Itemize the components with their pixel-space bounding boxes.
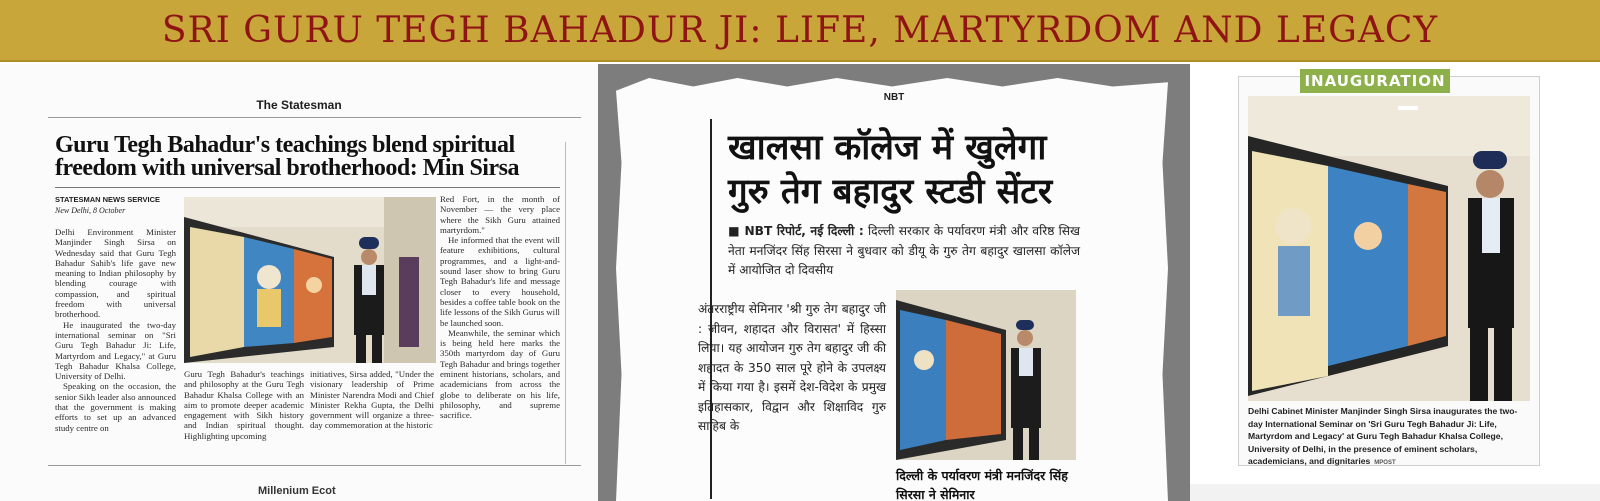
statesman-clipping: [0, 64, 598, 501]
news-photo: [896, 290, 1076, 460]
section-tag: INAUGURATION: [1300, 69, 1450, 93]
paragraph: He inaugurated the two-day international seminar on "Sri Guru Tegh Bahadur Ji: Life, Martyrdom and Legacy," at Guru Tegh Bahadur Khalsa College, University of Delhi.: [55, 319, 176, 382]
column-divider: [565, 142, 566, 464]
paragraph: He informed that the event will feature exhibitions, cultural programmes, and a light-and-sound laser show to bring Guru Tegh Bahadur's life and message closer to every household, besides a coffee table book on the life lessons of the Sikh Gurus will be launched soon.: [440, 235, 560, 328]
article-column-2: [184, 369, 304, 441]
photo-caption: [1248, 405, 1530, 470]
lead-text: दिल्ली सरकार के पर्यावरण मंत्री और वरिष्ठ सिख नेता मनजिंदर सिंह सिरसा ने बुधवार को डीयू के गुरु तेग बहादुर खालसा कॉलेज में आयोजित दो दिवसीय: [728, 224, 1080, 277]
nbt-clipping: [598, 64, 1190, 501]
publication-name: The Statesman: [256, 98, 342, 112]
divider: [55, 187, 560, 188]
paragraph: initiatives, Sirsa added, "Under the visionary leadership of Prime Minister Narendra Modi and Chief Minister Rekha Gupta, the Delhi government will organize a three-day commemoration at the historic: [310, 369, 434, 431]
article-headline: Guru Tegh Bahadur's teachings blend spiritual freedom with universal brotherhood: Min Sirsa: [55, 132, 519, 181]
divider: [48, 117, 581, 118]
next-article-headline: Millenium Ecot: [258, 485, 336, 497]
byline: STATESMAN NEWS SERVICE: [55, 195, 161, 204]
paragraph: Guru Tegh Bahadur's teachings and philosophy at the Guru Tegh Bahadur Khalsa College with an aim to promote deeper academic engagement with Sikh history and Indian spiritual thought. Highlighting upcoming: [184, 369, 304, 441]
article-lead: [728, 222, 1080, 281]
paragraph: Red Fort, in the month of November — the very place where the Sikh Guru attained martyrdom.": [440, 194, 560, 235]
news-photo: [1248, 96, 1530, 401]
article-column-4: [440, 194, 560, 421]
page-edge: [1190, 484, 1600, 501]
news-photo: [184, 197, 436, 363]
article-column-1: [55, 227, 176, 433]
divider: [48, 465, 581, 466]
photo-caption: दिल्ली के पर्यावरण मंत्री मनजिंदर सिंह सिरसा ने सेमिनार: [896, 468, 1068, 501]
dateline: New Delhi, 8 October: [55, 206, 126, 215]
inauguration-clipping: [1190, 64, 1600, 501]
article-headline: खालसा कॉलेज में खुलेगा गुरु तेग बहादुर स्टडी सेंटर: [728, 128, 1053, 212]
publication-name: NBT: [883, 92, 905, 103]
banner-title: SRI GURU TEGH BAHADUR JI: LIFE, MARTYRDOM AND LEGACY: [161, 9, 1439, 51]
title-banner: [0, 0, 1600, 62]
paragraph: Delhi Environment Minister Manjinder Singh Sirsa on Wednesday said that Guru Tegh Bahadur Sahib's life gave new meaning to Indian philosophy by blending courage with compassion, and spiritual freedom with universal brotherhood.: [55, 227, 176, 320]
paragraph: Meanwhile, the seminar which is being held here marks the 350th martyrdom day of Guru Tegh Bahadur and brings together eminent historians, scholars, and academicians from across the globe to deliberate on his life, philosophy, and supreme sacrifice.: [440, 327, 560, 421]
article-column-3: [310, 369, 434, 431]
caption-text: Delhi Cabinet Minister Manjinder Singh Sirsa inaugurates the two-day International Seminar on 'Sri Guru Tegh Bahadur Ji: Life, Martyrdom and Legacy' at Guru Tegh Bahadur Khalsa College, University of Delhi, in the presence of eminent scholars, academicians, and dignitaries: [1248, 406, 1518, 467]
article-column: अंतरराष्ट्रीय सेमिनार 'श्री गुरु तेग बहादुर जी : जीवन, शहादत और विरासत' में हिस्सा लिया। यह आयोजन गुरु तेग बहादुर जी की शहादत के 350 साल पूरे होने के उपलक्ष्य में किया गया है। इसमें देश-विदेश के प्रमुख इतिहासकार, विद्वान और शिक्षाविद गुरु साहिब के: [698, 302, 886, 433]
paragraph: Speaking on the occasion, the senior Sikh leader also announced that the government is making efforts to set up an advanced study centre on: [55, 381, 176, 433]
photo-credit: MPOST: [1374, 460, 1396, 467]
report-tag: ■ NBT रिपोर्ट, नई दिल्ली :: [728, 224, 864, 238]
